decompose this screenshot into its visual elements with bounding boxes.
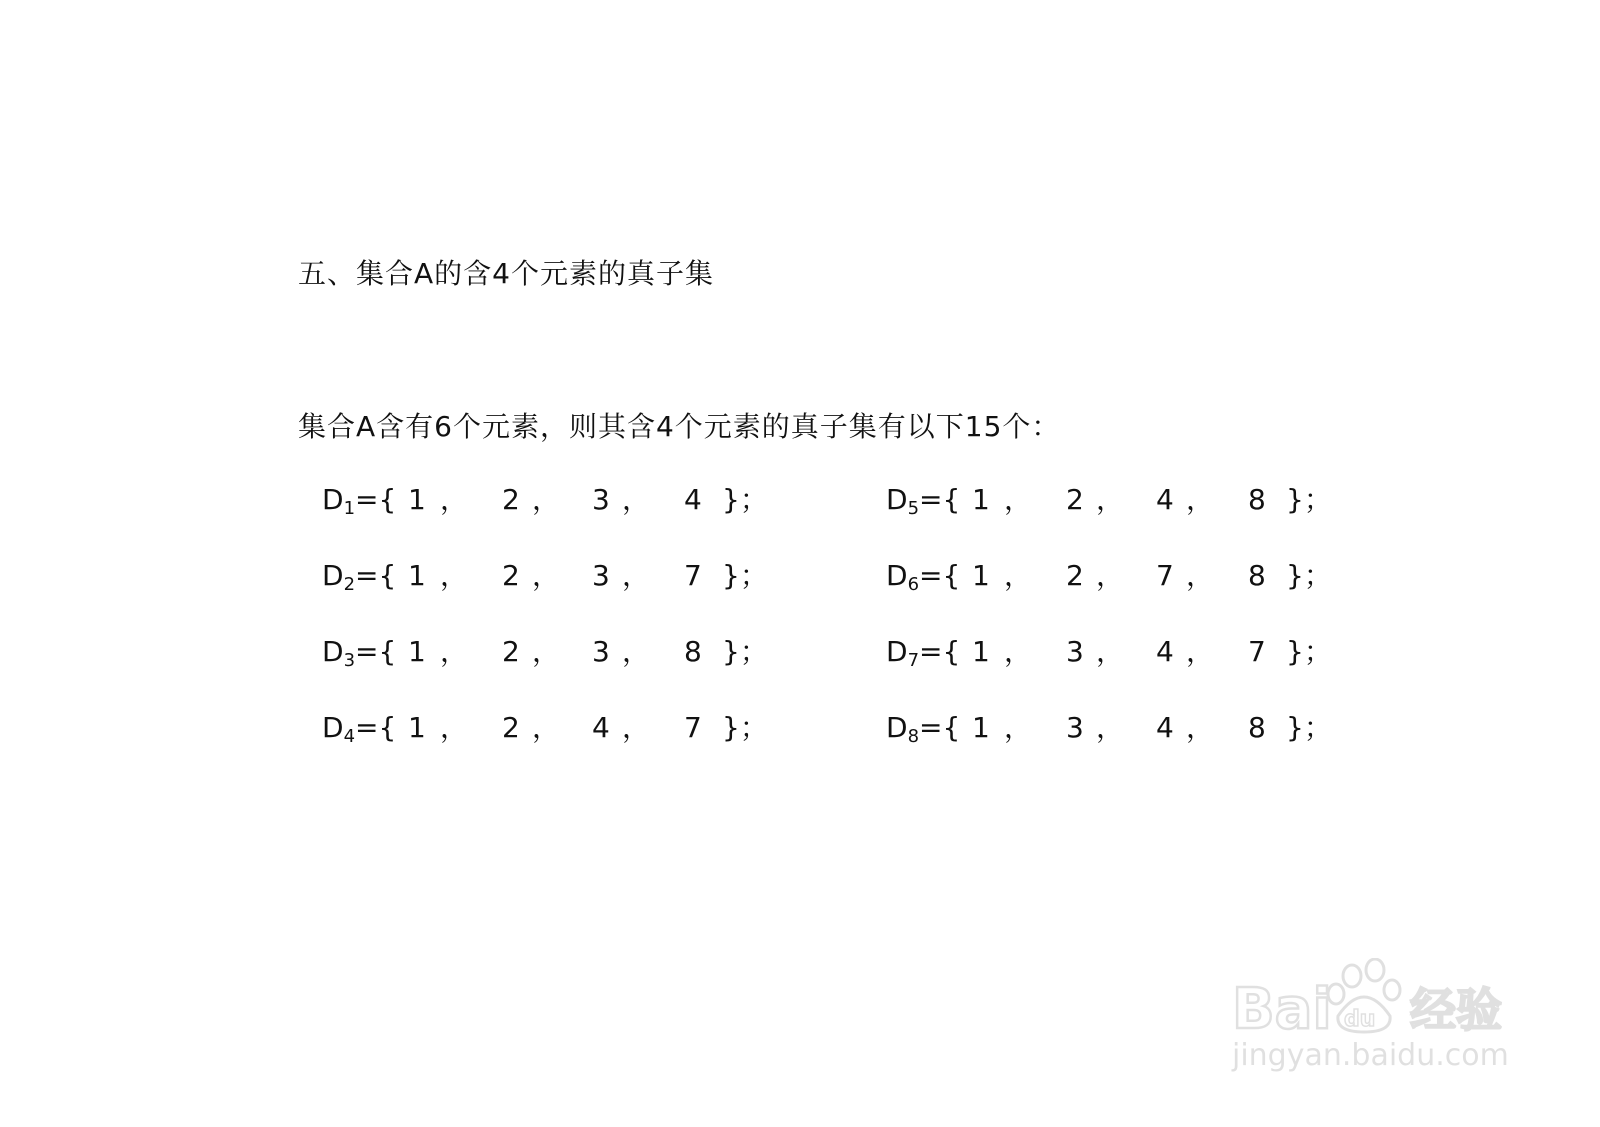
svg-text:Bai: Bai [1232, 977, 1332, 1038]
set-element: 2 [1066, 483, 1084, 516]
set-element: 2 [502, 711, 520, 744]
set-label: $D_7=${ [886, 635, 961, 671]
separator: ， [532, 635, 561, 668]
set-element: 1 [972, 483, 990, 516]
set-label: $D_1=${ [322, 483, 397, 519]
separator: ， [1186, 559, 1215, 592]
set-element: 4 [1156, 635, 1174, 668]
separator: ， [440, 483, 469, 516]
set-element: 1 [972, 635, 990, 668]
separator: ， [532, 483, 561, 516]
set-label: $D_4=${ [322, 711, 397, 747]
separator: ， [1004, 483, 1033, 516]
separator: ， [440, 635, 469, 668]
separator: ， [1004, 711, 1033, 744]
set-element: 4 [592, 711, 610, 744]
set-element: 2 [1066, 559, 1084, 592]
separator: ， [622, 559, 651, 592]
set-element: 1 [972, 559, 990, 592]
set-element: 2 [502, 483, 520, 516]
set-element: 3 [1066, 711, 1084, 744]
set-element: 7 [684, 559, 702, 592]
separator: ， [622, 711, 651, 744]
set-label: $D_5=${ [886, 483, 961, 519]
separator: ， [1186, 635, 1215, 668]
separator: ， [1096, 559, 1125, 592]
separator: ， [1186, 711, 1215, 744]
set-element: 3 [592, 559, 610, 592]
set-element: 3 [592, 483, 610, 516]
separator: ， [440, 711, 469, 744]
intro-paragraph: 集合A含有6个元素，则其含4个元素的真子集有以下15个： [298, 410, 1061, 443]
svg-text:du: du [1344, 1007, 1376, 1032]
set-label: $D_6=${ [886, 559, 961, 595]
set-element: 8 [1248, 711, 1266, 744]
set-element: 1 [408, 559, 426, 592]
set-element: 2 [502, 635, 520, 668]
set-close: }； [722, 635, 768, 668]
set-close: }； [722, 483, 768, 516]
set-element: 3 [592, 635, 610, 668]
baidu-jingyan-watermark [1232, 958, 1522, 1078]
baidu-jingyan-logo [1232, 958, 1522, 1038]
separator: ， [1004, 559, 1033, 592]
set-element: 8 [684, 635, 702, 668]
separator: ， [532, 559, 561, 592]
svg-text:经验: 经验 [1410, 983, 1502, 1037]
set-label: $D_8=${ [886, 711, 961, 747]
set-close: }； [722, 711, 768, 744]
separator: ， [440, 559, 469, 592]
set-element: 4 [684, 483, 702, 516]
set-element: 7 [1156, 559, 1174, 592]
separator: ， [1096, 483, 1125, 516]
set-element: 7 [1248, 635, 1266, 668]
separator: ， [1186, 483, 1215, 516]
set-label: $D_3=${ [322, 635, 397, 671]
set-element: 4 [1156, 711, 1174, 744]
separator: ， [1096, 635, 1125, 668]
set-element: 2 [502, 559, 520, 592]
set-element: 1 [408, 483, 426, 516]
set-close: }； [722, 559, 768, 592]
set-element: 1 [408, 711, 426, 744]
separator: ， [532, 711, 561, 744]
set-element: 1 [408, 635, 426, 668]
set-element: 3 [1066, 635, 1084, 668]
set-element: 4 [1156, 483, 1174, 516]
set-label: $D_2=${ [322, 559, 397, 595]
set-element: 8 [1248, 483, 1266, 516]
set-close: }； [1286, 559, 1332, 592]
set-element: 1 [972, 711, 990, 744]
separator: ， [1004, 635, 1033, 668]
set-close: }； [1286, 711, 1332, 744]
watermark-url: jingyan.baidu.com [1232, 1038, 1509, 1073]
set-element: 7 [684, 711, 702, 744]
set-close: }； [1286, 483, 1332, 516]
separator: ， [1096, 711, 1125, 744]
separator: ， [622, 635, 651, 668]
set-element: 8 [1248, 559, 1266, 592]
set-close: }； [1286, 635, 1332, 668]
separator: ， [622, 483, 651, 516]
section-heading: 五、集合A的含4个元素的真子集 [298, 257, 714, 290]
